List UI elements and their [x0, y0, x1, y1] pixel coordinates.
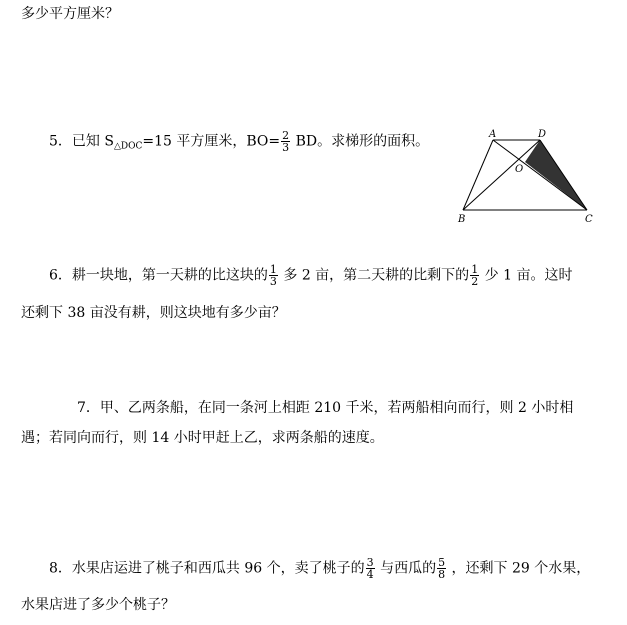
label-o: O [515, 164, 524, 175]
diagonal-bd [463, 140, 540, 210]
label-a: A [489, 129, 497, 140]
question-6-line-2: 还剩下 38 亩没有耕，则这块地有多少亩？ [21, 305, 286, 321]
q6-fraction-1-numerator: 1 [269, 263, 277, 276]
label-b: B [458, 214, 466, 225]
q8-fraction-2-denominator: 8 [438, 568, 446, 581]
edge-ab [463, 140, 493, 210]
question-8-line-1 [49, 557, 590, 580]
q6-fraction-1 [269, 264, 278, 287]
q5-mid: =15 平方厘米，BO= [142, 133, 281, 150]
q8-fraction-1 [366, 557, 375, 580]
q6-part-1: 6．耕一块地，第一天耕的比这块的 [49, 267, 268, 284]
q6-part-3: 少 1 亩。这时 [480, 267, 573, 284]
q5-prefix: 5．已知 S [49, 133, 114, 150]
q5-subscript: △DOC [113, 141, 143, 152]
q4-tail: 多少平方厘米？ [21, 6, 119, 22]
q5-suffix: BD。求梯形的面积。 [291, 133, 430, 150]
question-7-line-2: 遇；若同向而行，则 14 小时甲赶上乙，求两条船的速度。 [21, 430, 384, 446]
label-c: C [585, 214, 593, 225]
q6-fraction-2-numerator: 1 [471, 263, 479, 276]
q8-part-2: 与西瓜的 [375, 560, 437, 577]
q5-fraction [281, 130, 290, 153]
question-8-line-2: 水果店进了多少个桃子？ [21, 597, 175, 613]
q6-fraction-2 [470, 264, 479, 287]
q8-fraction-1-numerator: 3 [366, 556, 374, 569]
q8-part-1: 8．水果店运进了桃子和西瓜共 96 个，卖了桃子的 [49, 560, 365, 577]
q6-fraction-2-denominator: 2 [471, 275, 479, 288]
q6-fraction-1-denominator: 3 [269, 275, 277, 288]
q8-part-3: ，还剩下 29 个水果， [447, 560, 591, 577]
label-d: D [538, 129, 547, 140]
q8-fraction-2-numerator: 5 [438, 556, 446, 569]
q5-fraction-numerator: 2 [282, 129, 290, 142]
q5-fraction-denominator: 3 [282, 141, 290, 154]
q8-fraction-1-denominator: 4 [366, 568, 374, 581]
q8-fraction-2 [437, 557, 446, 580]
question-5 [49, 130, 429, 157]
question-7-line-1: 7．甲、乙两条船，在同一条河上相距 210 千米，若两船相向而行，则 2 小时相 [77, 400, 574, 416]
question-6-line-1 [49, 264, 572, 287]
shaded-triangle-doc [525, 140, 587, 210]
q6-part-2: 多 2 亩，第二天耕的比剩下的 [278, 267, 470, 284]
trapezoid-figure [455, 128, 595, 228]
